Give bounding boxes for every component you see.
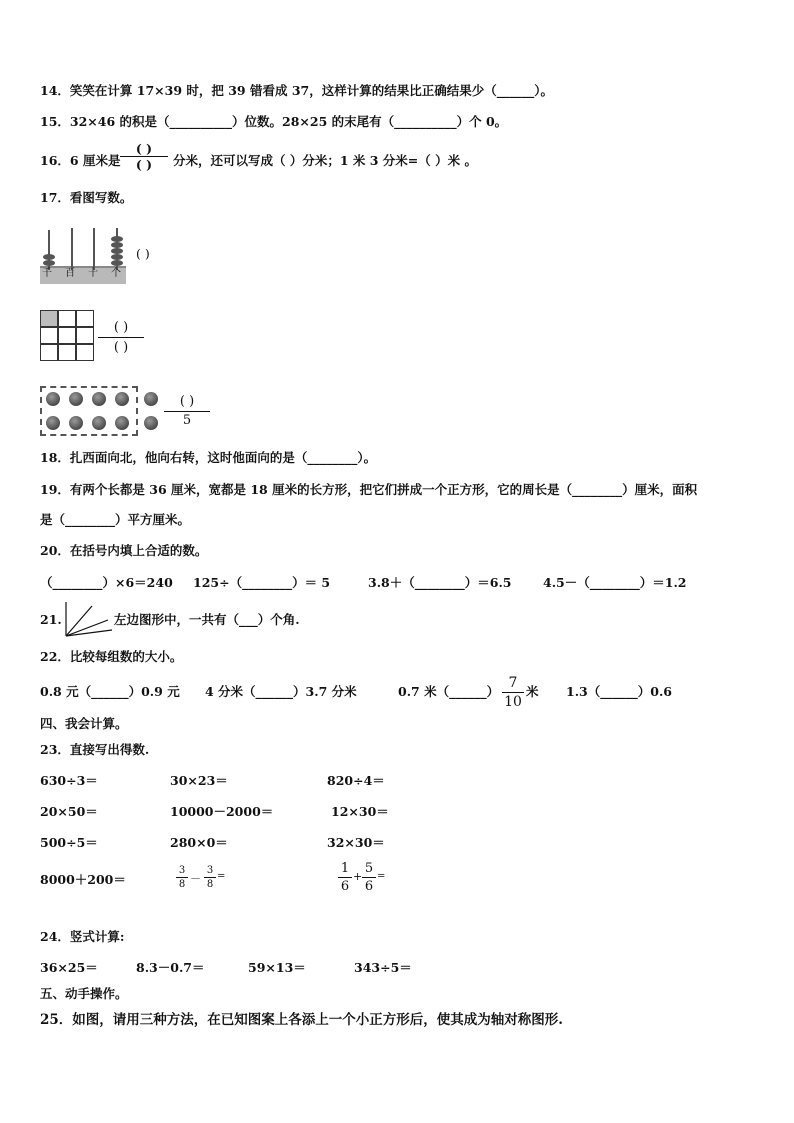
- ball: [144, 392, 158, 406]
- abacus-bead: [43, 260, 55, 266]
- fraction-numerator: ( ): [179, 394, 195, 409]
- ball: [69, 416, 83, 430]
- abacus-label-thousands: 千: [42, 268, 52, 279]
- grid-cell: [40, 344, 58, 361]
- question-22-item-3: 0.7 米（______）: [398, 684, 500, 699]
- question-22-fraction: [502, 674, 524, 711]
- question-22-item-2: 4 分米（______）3.7 分米: [205, 684, 357, 699]
- fraction: [176, 864, 188, 891]
- equals: =: [217, 871, 226, 882]
- grid-cell: [76, 344, 94, 361]
- question-20-title: 20．在括号内填上合适的数。: [40, 543, 208, 558]
- equals: =: [377, 871, 386, 882]
- ball: [46, 416, 60, 430]
- angle-rays-figure: [62, 600, 114, 638]
- fraction-numerator: 3: [206, 865, 214, 876]
- q23-item: 12×30＝: [331, 804, 389, 819]
- abacus-rod: [71, 228, 73, 270]
- grid-figure: [40, 310, 96, 366]
- abacus-label-hundreds: 百: [65, 268, 75, 279]
- section-4-heading: 四、我会计算。: [40, 716, 128, 731]
- question-20-item-2: 125÷（________）＝ 5: [193, 575, 331, 590]
- question-19-line-1: 19．有两个长都是 36 厘米，宽都是 18 厘米的长方形，把它们拼成一个正方形，它的周长是（________）厘米，面积: [40, 482, 698, 497]
- ball: [46, 392, 60, 406]
- question-17-title: 17．看图写数。: [40, 190, 133, 205]
- grid-cell: [58, 327, 76, 344]
- abacus-figure: [40, 226, 126, 286]
- operator: －: [190, 872, 201, 885]
- question-16-lead: 16．6 厘米是: [40, 153, 121, 168]
- abacus-answer-blank: ( ): [136, 246, 150, 261]
- ball: [92, 392, 106, 406]
- question-18: 18．扎西面向北，他向右转，这时他面向的是（________）。: [40, 450, 377, 465]
- q23-item: 280×0＝: [170, 835, 228, 850]
- fraction-denominator: 6: [338, 877, 352, 895]
- question-22-item-1: 0.8 元（______）0.9 元: [40, 684, 180, 699]
- q23-item: 8000＋200＝: [40, 872, 126, 887]
- fraction-numerator: ( ): [135, 141, 153, 156]
- question-22-title: 22．比较每组数的大小。: [40, 649, 183, 664]
- fraction-numerator: 5: [364, 861, 374, 876]
- fraction-denominator: 10: [502, 692, 524, 711]
- question-22-item-4: 1.3（______）0.6: [566, 684, 672, 699]
- grid-cell-shaded: [40, 310, 58, 327]
- fraction-numerator: 1: [340, 861, 350, 876]
- fraction-denominator: 8: [204, 877, 216, 891]
- fraction-numerator: 3: [178, 865, 186, 876]
- balls-figure: [40, 386, 162, 438]
- question-20-item-3: 3.8＋（________）＝6.5: [368, 575, 512, 590]
- q23-item: 820÷4＝: [327, 773, 385, 788]
- fraction-denominator: ( ): [98, 337, 144, 357]
- ball: [115, 416, 129, 430]
- grid-cell: [58, 344, 76, 361]
- question-16-fraction: [120, 141, 168, 172]
- q24-item: 8.3－0.7＝: [136, 960, 205, 975]
- section-5-heading: 五、动手操作。: [40, 986, 128, 1001]
- grid-cell: [40, 327, 58, 344]
- q23-item: 32×30＝: [327, 835, 385, 850]
- abacus-label-tens: 十: [88, 268, 98, 279]
- q23-item: 30×23＝: [170, 773, 228, 788]
- q23-item: 10000－2000＝: [170, 804, 274, 819]
- question-20-item-1: （________）×6＝240: [40, 575, 173, 590]
- grid-fraction: [98, 318, 144, 357]
- fraction-denominator: 8: [176, 877, 188, 891]
- abacus-label-ones: 个: [111, 268, 121, 279]
- abacus-bead: [111, 260, 123, 266]
- question-15: 15．32×46 的积是（__________）位数。28×25 的末尾有（__________）个 0。: [40, 114, 508, 129]
- grid-cell: [76, 327, 94, 344]
- q24-item: 59×13＝: [248, 960, 306, 975]
- fraction-denominator: ( ): [120, 156, 168, 172]
- q24-item: 343÷5＝: [354, 960, 412, 975]
- q23-item: 630÷3＝: [40, 773, 98, 788]
- question-16-rest: 分米，还可以写成（ ）分米；1 米 3 分米=（ ）米 。: [173, 153, 477, 168]
- fraction-denominator: 6: [362, 877, 376, 895]
- fraction: [362, 860, 376, 895]
- abacus-rod: [93, 228, 95, 270]
- question-24-title: 24．竖式计算:: [40, 929, 125, 944]
- q24-item: 36×25＝: [40, 960, 98, 975]
- question-25: 25．如图，请用三种方法，在已知图案上各添上一个小正方形后，使其成为轴对称图形.: [40, 1012, 563, 1028]
- fraction: [338, 860, 352, 895]
- q23-item: 500÷5＝: [40, 835, 98, 850]
- fraction-numerator: ( ): [113, 320, 129, 335]
- grid-cell: [76, 310, 94, 327]
- grid-cell: [58, 310, 76, 327]
- question-14: 14．笑笑在计算 17×39 时，把 39 错看成 37，这样计算的结果比正确结果少（______）。: [40, 83, 553, 98]
- balls-fraction: [164, 393, 210, 430]
- fraction-denominator: 5: [164, 411, 210, 430]
- question-21-text: 左边图形中，一共有（___）个角.: [114, 612, 300, 627]
- ball: [144, 416, 158, 430]
- q23-item: 20×50＝: [40, 804, 98, 819]
- operator: +: [353, 870, 363, 883]
- question-19-line-2: 是（________）平方厘米。: [40, 512, 191, 527]
- question-21-number: 21.: [40, 612, 62, 627]
- question-23-title: 23．直接写出得数.: [40, 742, 150, 757]
- question-22-fraction-unit: 米: [526, 684, 539, 699]
- fraction-numerator: 7: [508, 675, 518, 691]
- ball: [69, 392, 83, 406]
- fraction: [204, 864, 216, 891]
- question-20-item-4: 4.5－（________）＝1.2: [543, 575, 687, 590]
- ball: [92, 416, 106, 430]
- ball: [115, 392, 129, 406]
